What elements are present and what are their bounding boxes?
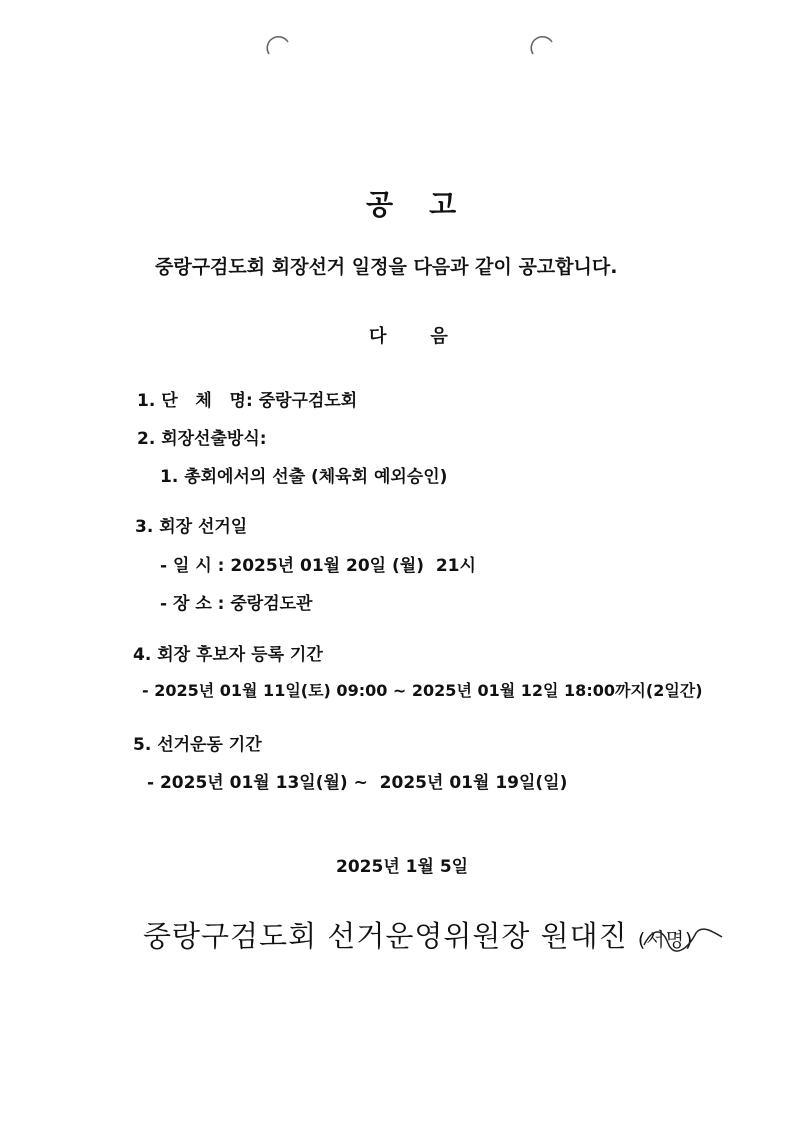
notice-intro: 중랑구검도회 회장선거 일정을 다음과 같이 공고합니다. <box>155 256 618 278</box>
item-campaign-period: 5. 선거운동 기간 <box>133 735 262 755</box>
dahum-heading <box>369 322 448 348</box>
item-election-datetime: - 일 시 : 2025년 01월 20일 (월) 21시 <box>160 556 476 576</box>
item-registration-period: 4. 회장 후보자 등록 기간 <box>133 645 323 665</box>
signature-scribble-icon <box>638 919 728 957</box>
signatory-name: 중랑구검도회 선거운영위원장 원대진 <box>143 919 628 953</box>
punch-hole-right-icon <box>530 34 556 60</box>
item-election-place: - 장 소 : 중랑검도관 <box>160 594 313 614</box>
item-organization-name: 1. 단 체 명: 중랑구검도회 <box>137 391 358 411</box>
announcement-date: 2025년 1월 5일 <box>336 857 469 877</box>
notice-title-second: 고 <box>429 188 459 221</box>
item-campaign-period-dates: - 2025년 01월 13일(월) ~ 2025년 01월 19일(일) <box>147 773 568 793</box>
item-election-method-detail: 1. 총회에서의 선출 (체육회 예외승인) <box>160 467 448 487</box>
item-election-day: 3. 회장 선거일 <box>135 517 248 537</box>
signature-label: (서명) <box>637 929 694 951</box>
signatory-line <box>143 914 693 955</box>
item-registration-period-dates: - 2025년 01월 11일(토) 09:00 ~ 2025년 01월 12일 18:00까지(2일간) <box>142 681 703 700</box>
dahum-first: 다 <box>369 326 387 347</box>
punch-hole-left-icon <box>266 34 292 60</box>
notice-title <box>366 183 458 223</box>
item-election-method: 2. 회장선출방식: <box>137 429 267 449</box>
signature-mark <box>638 925 694 952</box>
notice-title-first: 공 <box>366 188 396 221</box>
dahum-second: 음 <box>430 326 448 347</box>
